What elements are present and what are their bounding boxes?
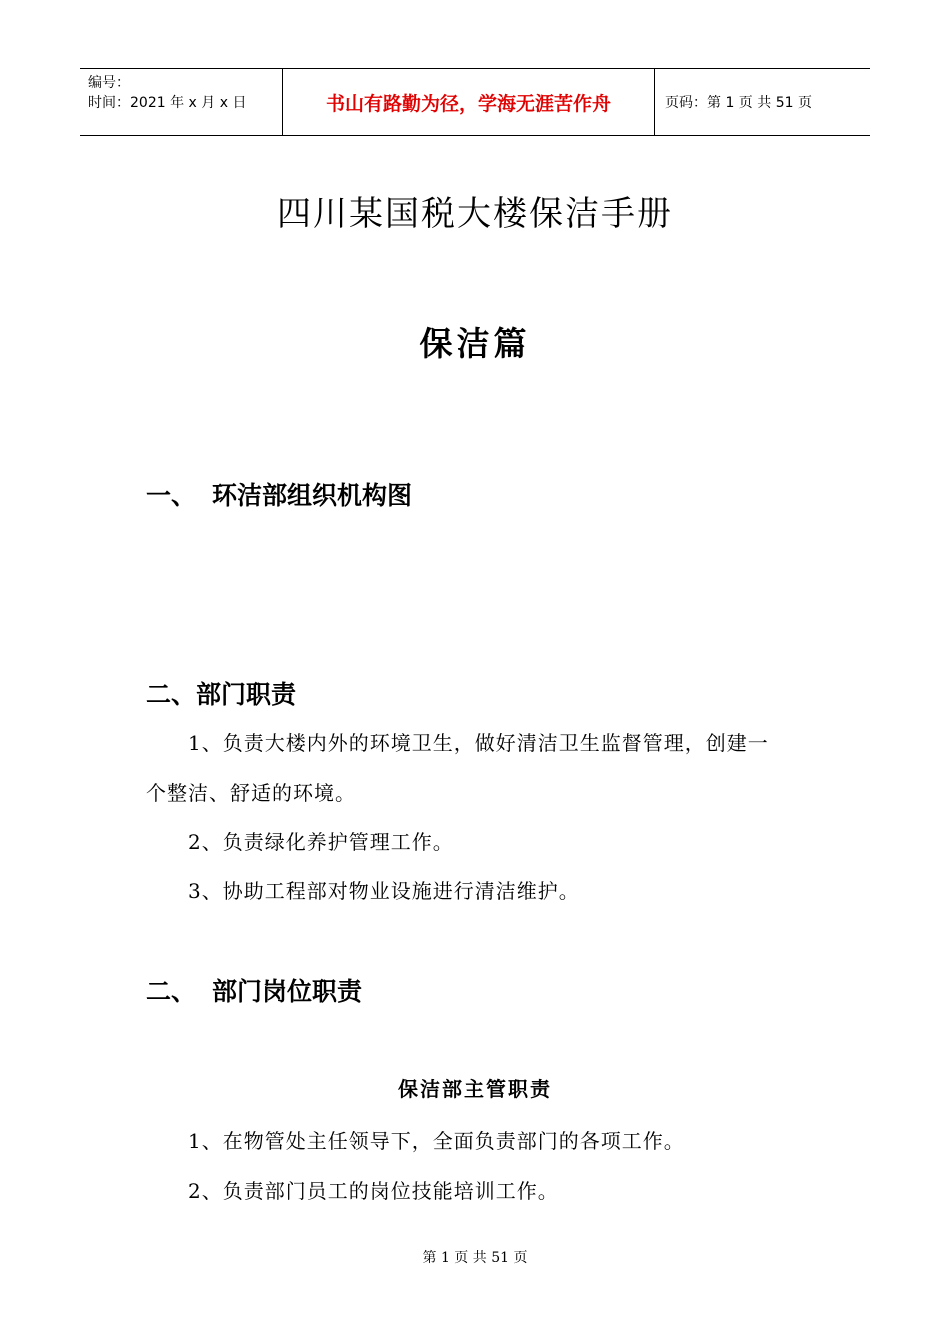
paragraph: 3、协助工程部对物业设施进行清洁维护。 [188,879,580,903]
header-page-info: 页码：第 1 页 共 51 页 [665,95,812,111]
chapter-title: 保洁篇 [419,324,531,363]
paragraph: 2、负责部门员工的岗位技能培训工作。 [188,1179,559,1203]
header-motto: 书山有路勤为径，学海无涯苦作舟 [282,69,655,135]
header-number-label: 编号： [88,75,130,91]
header-time-label: 时间：2021 年 x 月 x 日 [88,95,247,111]
section-number: 二、 [146,977,197,1006]
section-heading-dept-duties: 二、部门职责 [146,680,297,709]
section-heading-org-chart [146,476,412,512]
page-footer: 第 1 页 共 51 页 [422,1250,528,1266]
paragraph: 2、负责绿化养护管理工作。 [188,830,454,854]
document-title: 四川某国税大楼保洁手册 [277,194,673,234]
page-header [80,68,870,136]
header-meta [80,69,282,135]
section-number: 一、 [146,481,197,510]
paragraph: 1、负责大楼内外的环境卫生，做好清洁卫生监督管理，创建一 [188,731,769,755]
sub-heading-supervisor-duties: 保洁部主管职责 [398,1077,552,1101]
paragraph: 个整洁、舒适的环境。 [146,781,356,805]
paragraph: 1、在物管处主任领导下，全面负责部门的各项工作。 [188,1129,685,1153]
section-title: 部门岗位职责 [212,977,363,1006]
section-title: 环洁部组织机构图 [212,481,413,510]
section-heading-post-duties [146,972,362,1008]
